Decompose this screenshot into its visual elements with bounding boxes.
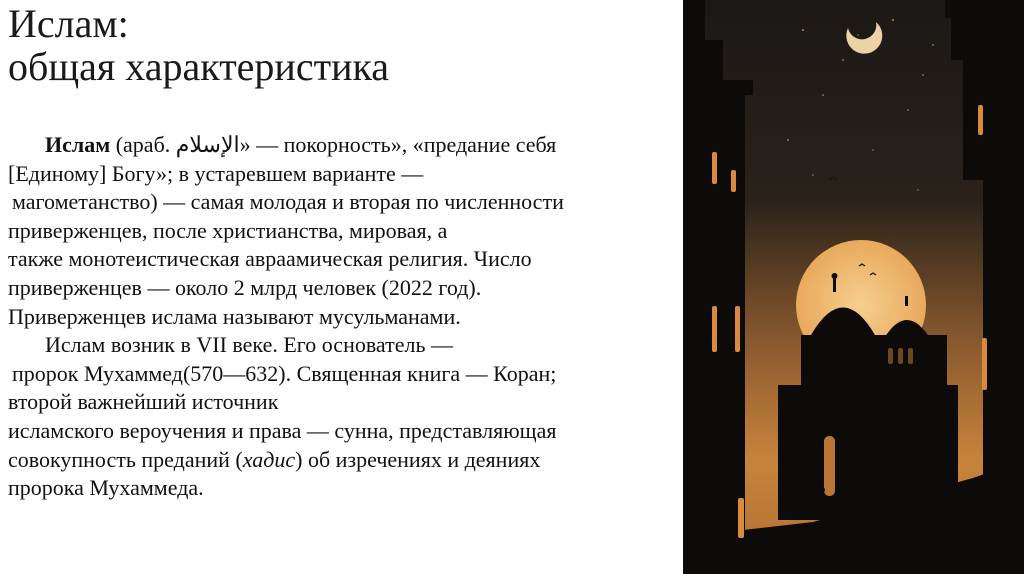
paragraph-2-line-4: исламского вероучения и права — сунна, представляющая	[8, 417, 557, 443]
paragraph-1-line-6: приверженцев — около 2 млрд человек (2022 год).	[8, 274, 482, 300]
slide-title	[8, 2, 668, 88]
paragraph-2-line-3: второй важнейший источник	[8, 389, 279, 415]
paragraph-2-line-5-end: ) об изречениях и деяниях	[295, 446, 541, 472]
left-building-silhouette	[683, 0, 753, 574]
term-hadith: хадис	[242, 446, 296, 472]
paragraph-2-line-2: пророк Мухаммед(570—632). Священная книга — Коран;	[12, 360, 557, 386]
paragraph-1-line-7: Приверженцев ислама называют мусульманами.	[8, 303, 461, 329]
paragraph-1-line-1-text: (араб. الإسلام» — покорность», «предание себя	[110, 132, 557, 157]
term-islam: Ислам	[45, 132, 111, 157]
paragraph-1-line-2: [Единому] Богу»; в устаревшем варианте —	[8, 160, 424, 186]
paragraph-1-line-1	[8, 131, 678, 160]
paragraph-1-line-5: также монотеистическая авраамическая религия. Число	[8, 246, 532, 272]
mosque-arches	[888, 348, 913, 364]
mosque-night-image	[683, 0, 1024, 574]
mosque-illustration	[683, 0, 1024, 574]
paragraph-2-line-6: пророка Мухаммеда.	[8, 475, 204, 501]
paragraph-1-line-4: приверженцев, после христианства, мировая, а	[8, 217, 448, 243]
paragraph-2-line-5	[8, 446, 678, 475]
mosque-door-window	[824, 436, 835, 496]
paragraph-2-line-5-start: совокупность преданий (	[8, 446, 243, 472]
title-line-1: Ислам:	[8, 1, 129, 46]
paragraph-1-line-3: магометанство) — самая молодая и вторая по численности	[12, 189, 564, 215]
paragraph-2-line-1: Ислам возник в VII веке. Его основатель —	[45, 332, 454, 358]
slide-body	[8, 131, 678, 503]
title-line-2: общая характеристика	[8, 44, 390, 89]
